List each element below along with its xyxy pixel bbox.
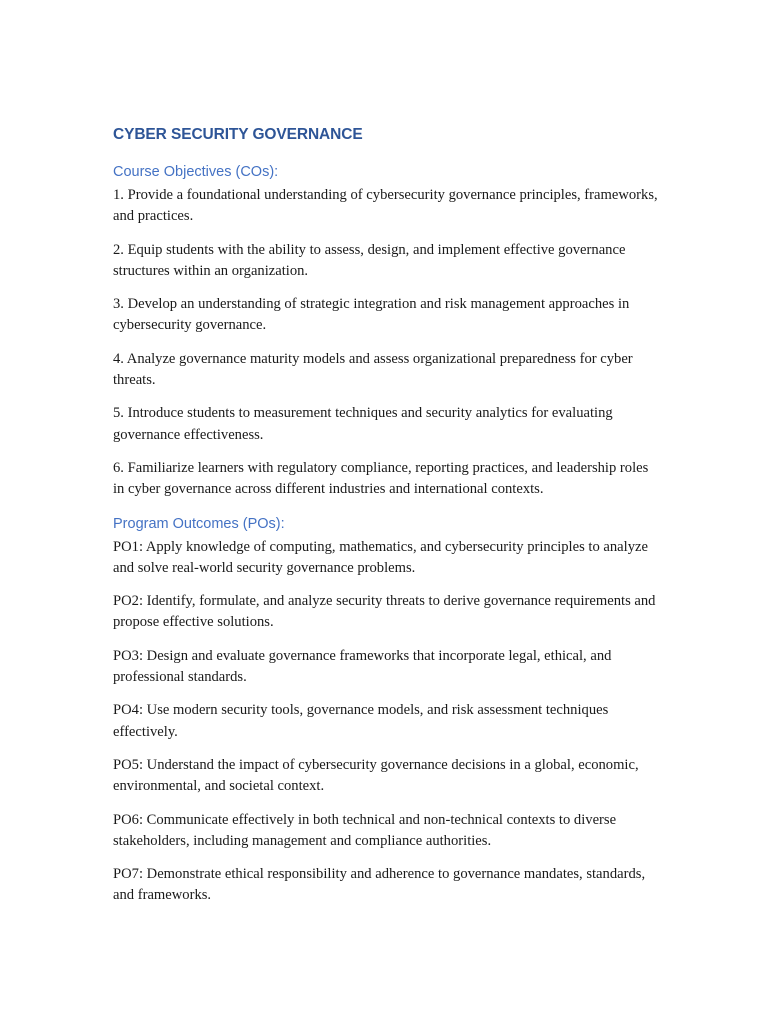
course-objective-item: 6. Familiarize learners with regulatory compliance, reporting practices, and leadership roles in cyber governance across different industries and international contexts. [113, 459, 649, 498]
section-program-outcomes [113, 514, 658, 907]
course-objective-item: 4. Analyze governance maturity models and assess organizational preparedness for cyber threats. [113, 350, 633, 389]
program-outcome-item: PO2: Identify, formulate, and analyze security threats to derive governance requirements and propose effective solutions. [113, 593, 656, 631]
section-course-objectives [113, 162, 658, 501]
program-outcome-item: PO4: Use modern security tools, governance models, and risk assessment techniques effectively. [113, 702, 609, 740]
program-outcome-item: PO1: Apply knowledge of computing, mathematics, and cybersecurity principles to analyze and solve real-world security governance problems. [113, 538, 648, 576]
course-objective-item: 3. Develop an understanding of strategic integration and risk management approaches in cybersecurity governance. [113, 296, 630, 334]
document-title: CYBER SECURITY GOVERNANCE [113, 126, 363, 143]
course-objective-item: 5. Introduce students to measurement techniques and security analytics for evaluating governance effectiveness. [113, 405, 613, 443]
course-objective-item: 1. Provide a foundational understanding of cybersecurity governance principles, frameworks, and practices. [113, 187, 658, 225]
section-heading-course-objectives: Course Objectives (COs): [113, 164, 279, 180]
program-outcome-item: PO5: Understand the impact of cybersecurity governance decisions in a global, economic, environmental, and societal context. [113, 756, 639, 795]
program-outcome-item: PO3: Design and evaluate governance frameworks that incorporate legal, ethical, and professional standards. [113, 647, 612, 686]
program-outcome-item: PO7: Demonstrate ethical responsibility and adherence to governance mandates, standards, and frameworks. [113, 866, 646, 904]
document-content [113, 124, 658, 919]
program-outcome-item: PO6: Communicate effectively in both technical and non-technical contexts to diverse stakeholders, including management and compliance authorities. [113, 811, 617, 849]
section-heading-program-outcomes: Program Outcomes (POs): [113, 515, 285, 532]
course-objective-item: 2. Equip students with the ability to assess, design, and implement effective governance structures within an organization. [113, 241, 626, 279]
